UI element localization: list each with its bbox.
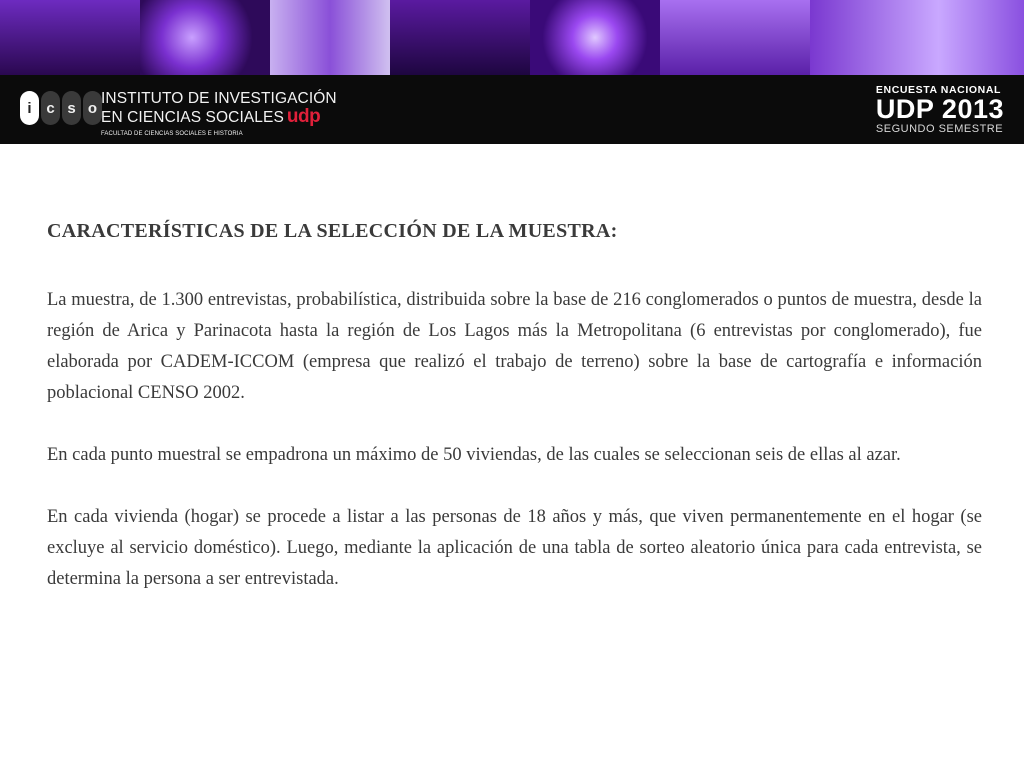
logo-letter: o	[83, 91, 102, 125]
logo-letter: s	[62, 91, 81, 125]
survey-semester: SEGUNDO SEMESTRE	[875, 123, 1004, 135]
paragraph-sample-description: La muestra, de 1.300 entrevistas, probabilística, distribuida sobre la base de 216 conglomerados o puntos de muestra, desde la región de Arica y Parinacota hasta la región de Los Lagos más la Metropolitana (6 entrevistas por conglomerado), fue elaborada por CADEM-ICCOM (empresa que realizó el trabajo de terreno) sobre la base de cartografía e información poblacional CENSO 2002.	[47, 290, 982, 403]
institute-line-2-text: EN CIENCIAS SOCIALES	[101, 109, 284, 126]
collage-photo-crowd	[270, 0, 390, 75]
institute-line-1: INSTITUTO DE INVESTIGACIÓN	[101, 90, 337, 107]
section-heading: CARACTERÍSTICAS DE LA SELECCIÓN DE LA MUESTRA:	[47, 220, 618, 242]
paragraph-respondent-selection: En cada vivienda (hogar) se procede a listar a las personas de 18 años y más, que viven permanentemente en el hogar (se excluye al servicio doméstico). Luego, mediante la aplicación de una tabla de sorteo aleatorio única para cada entrevista, se determina la persona a ser entrevistada.	[47, 507, 982, 589]
collage-photo-signs	[660, 0, 810, 75]
header-banner	[0, 75, 1024, 144]
udp-brand: udp	[286, 106, 321, 127]
header-photo-collage	[0, 0, 1024, 75]
institute-line-2	[101, 108, 337, 127]
survey-badge	[876, 84, 1004, 135]
logo-letter: c	[41, 91, 60, 125]
faculty-name: FACULTAD DE CIENCIAS SOCIALES E HISTORIA	[101, 131, 243, 137]
collage-photo-people	[810, 0, 1024, 75]
collage-photo-landscape	[0, 0, 140, 75]
survey-title: UDP 2013	[875, 94, 1004, 124]
survey-label: ENCUESTA NACIONAL	[875, 84, 1002, 96]
collage-photo-pattern	[530, 0, 660, 75]
icso-logo	[20, 91, 104, 127]
collage-photo-food	[140, 0, 270, 75]
logo-letter: i	[20, 91, 39, 125]
institute-name	[101, 90, 337, 139]
paragraph-household-selection: En cada punto muestral se empadrona un máximo de 50 viviendas, de las cuales se seleccionan seis de ellas al azar.	[47, 445, 901, 465]
collage-photo-street	[390, 0, 530, 75]
body-text	[47, 285, 982, 626]
